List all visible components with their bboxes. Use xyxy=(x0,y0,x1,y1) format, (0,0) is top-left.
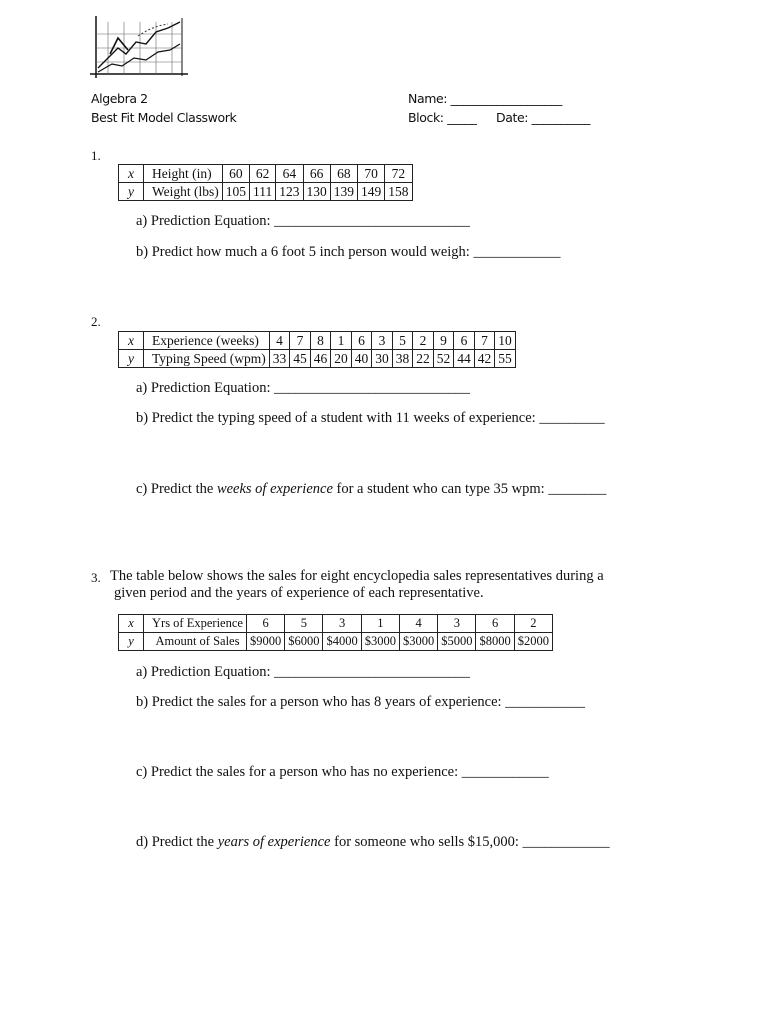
label-cell: Weight (lbs) xyxy=(144,183,223,201)
table-row xyxy=(119,633,553,651)
question-number: 2. xyxy=(91,314,101,329)
value-cell: 123 xyxy=(276,183,303,201)
value-cell: 4 xyxy=(399,615,437,633)
value-cell: 10 xyxy=(495,332,516,350)
part-text: a) Prediction Equation: ___________________________ xyxy=(136,213,470,229)
question-part xyxy=(136,243,560,261)
data-table xyxy=(118,164,413,201)
label-cell: Typing Speed (wpm) xyxy=(144,350,270,368)
table-row xyxy=(119,183,413,201)
part-text: for a student who can type 35 wpm: ________ xyxy=(332,481,607,497)
table-row xyxy=(119,615,553,633)
question-part xyxy=(136,480,606,498)
value-cell: 1 xyxy=(331,332,352,350)
value-cell: 70 xyxy=(358,165,385,183)
value-cell: 105 xyxy=(222,183,249,201)
value-cell: 72 xyxy=(385,165,412,183)
emphasis-text: weeks of experience xyxy=(216,481,333,497)
value-cell: $3000 xyxy=(399,633,437,651)
part-text: a) Prediction Equation: ___________________________ xyxy=(136,664,470,680)
question-part xyxy=(136,833,610,851)
name-field[interactable]: Name: ___________________ xyxy=(408,91,562,106)
table-row xyxy=(119,332,516,350)
value-cell: 158 xyxy=(385,183,412,201)
part-text: b) Predict the typing speed of a student with 11 weeks of experience: _________ xyxy=(136,410,605,426)
value-cell: 33 xyxy=(269,350,290,368)
data-table xyxy=(118,614,553,651)
value-cell: 5 xyxy=(285,615,323,633)
question-intro-line: given period and the years of experience of each representative. xyxy=(114,585,484,601)
value-cell: $6000 xyxy=(285,633,323,651)
label-cell: Height (in) xyxy=(144,165,223,183)
question-number: 3. xyxy=(91,570,101,585)
worksheet-title: Best Fit Model Classwork xyxy=(91,110,237,125)
label-cell: Experience (weeks) xyxy=(144,332,270,350)
value-cell: $8000 xyxy=(476,633,514,651)
variable-cell: x xyxy=(119,165,144,183)
question-number: 1. xyxy=(91,148,101,163)
variable-cell: y xyxy=(119,350,144,368)
value-cell: $2000 xyxy=(514,633,552,651)
value-cell: $5000 xyxy=(438,633,476,651)
value-cell: $4000 xyxy=(323,633,361,651)
part-text: d) Predict the xyxy=(136,834,218,850)
variable-cell: x xyxy=(119,615,144,633)
value-cell: 68 xyxy=(330,165,357,183)
value-cell: 52 xyxy=(433,350,454,368)
question-part xyxy=(136,763,549,781)
question-part xyxy=(136,212,470,230)
value-cell: 6 xyxy=(246,615,284,633)
value-cell: 3 xyxy=(372,332,393,350)
question-part xyxy=(136,379,470,397)
value-cell: 139 xyxy=(330,183,357,201)
value-cell: 6 xyxy=(476,615,514,633)
part-text: c) Predict the sales for a person who has no experience: ____________ xyxy=(136,764,549,780)
value-cell: 6 xyxy=(454,332,475,350)
emphasis-text: years of experience xyxy=(217,834,331,850)
value-cell: 42 xyxy=(474,350,495,368)
value-cell: 55 xyxy=(495,350,516,368)
value-cell: 8 xyxy=(310,332,331,350)
value-cell: 3 xyxy=(438,615,476,633)
course-title: Algebra 2 xyxy=(91,91,148,106)
value-cell: 5 xyxy=(392,332,413,350)
value-cell: 64 xyxy=(276,165,303,183)
table-row xyxy=(119,350,516,368)
value-cell: 3 xyxy=(323,615,361,633)
value-cell: 40 xyxy=(351,350,372,368)
value-cell: 46 xyxy=(310,350,331,368)
value-cell: 7 xyxy=(474,332,495,350)
graph-logo-icon xyxy=(88,14,190,80)
value-cell: 30 xyxy=(372,350,393,368)
part-text: a) Prediction Equation: ___________________________ xyxy=(136,380,470,396)
part-text: b) Predict the sales for a person who has 8 years of experience: ___________ xyxy=(136,694,585,710)
question-part xyxy=(136,663,470,681)
value-cell: 7 xyxy=(290,332,311,350)
value-cell: 38 xyxy=(392,350,413,368)
value-cell: 62 xyxy=(250,165,276,183)
value-cell: 2 xyxy=(514,615,552,633)
data-table xyxy=(118,331,516,368)
date-field[interactable]: Date: __________ xyxy=(496,110,591,125)
part-text: for someone who sells $15,000: ____________ xyxy=(330,834,610,850)
label-cell: Yrs of Experience xyxy=(144,615,247,633)
variable-cell: x xyxy=(119,332,144,350)
part-text: b) Predict how much a 6 foot 5 inch person would weigh: ____________ xyxy=(136,244,561,260)
value-cell: $9000 xyxy=(246,633,284,651)
value-cell: 44 xyxy=(454,350,475,368)
value-cell: 111 xyxy=(250,183,276,201)
value-cell: 4 xyxy=(269,332,290,350)
value-cell: 20 xyxy=(331,350,352,368)
table-row xyxy=(119,165,413,183)
value-cell: 22 xyxy=(413,350,434,368)
question-part xyxy=(136,409,605,427)
value-cell: 149 xyxy=(358,183,385,201)
question-part xyxy=(136,693,585,711)
label-cell: Amount of Sales xyxy=(144,633,247,651)
question-intro-line: The table below shows the sales for eight encyclopedia sales representatives during a xyxy=(110,568,604,584)
value-cell: 9 xyxy=(433,332,454,350)
value-cell: 60 xyxy=(222,165,249,183)
block-field[interactable]: Block: _____ xyxy=(408,110,477,125)
variable-cell: y xyxy=(119,633,144,651)
value-cell: 6 xyxy=(351,332,372,350)
value-cell: $3000 xyxy=(361,633,399,651)
value-cell: 66 xyxy=(303,165,330,183)
variable-cell: y xyxy=(119,183,144,201)
value-cell: 130 xyxy=(303,183,330,201)
value-cell: 2 xyxy=(413,332,434,350)
part-text: c) Predict the xyxy=(136,481,217,497)
value-cell: 1 xyxy=(361,615,399,633)
value-cell: 45 xyxy=(290,350,311,368)
